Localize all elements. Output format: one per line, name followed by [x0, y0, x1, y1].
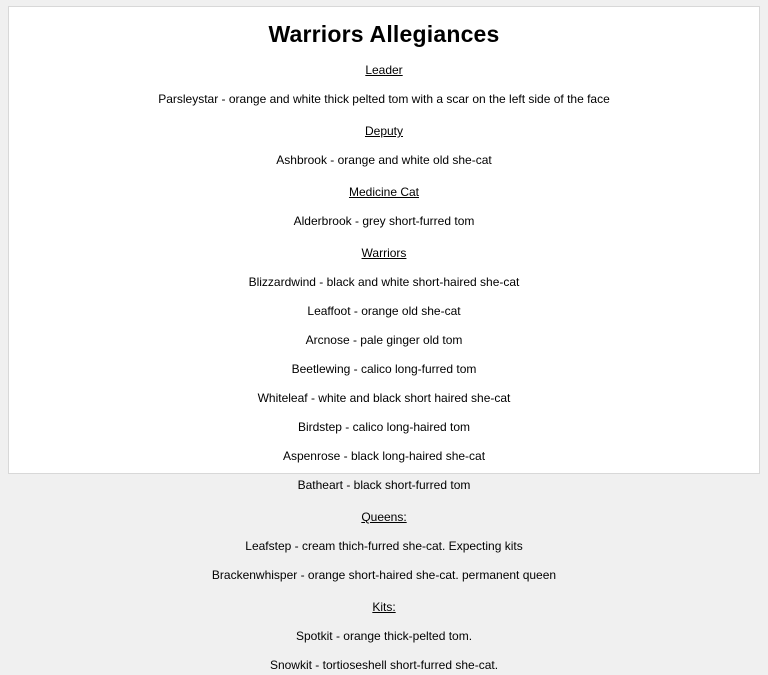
- list-item: Parsleystar - orange and white thick pelted tom with a scar on the left side of the face: [158, 92, 610, 106]
- list-item: Ashbrook - orange and white old she-cat: [276, 153, 492, 167]
- list-item: Spotkit - orange thick-pelted tom.: [295, 629, 473, 643]
- section-heading: Leader: [365, 63, 403, 77]
- list-item: Brackenwhisper - orange short-haired she-cat. permanent queen: [211, 568, 557, 582]
- section-warriors: [9, 243, 759, 495]
- list-item: Blizzardwind - black and white short-haired she-cat: [248, 275, 520, 289]
- list-item: Aspenrose - black long-haired she-cat: [282, 449, 486, 463]
- section-heading: Warriors: [361, 246, 407, 260]
- list-item: Birdstep - calico long-haired tom: [297, 420, 471, 434]
- section-heading: Kits:: [372, 600, 396, 614]
- list-item: Batheart - black short-furred tom: [297, 478, 471, 492]
- list-item: Leaffoot - orange old she-cat: [307, 304, 461, 318]
- section-queens: [9, 507, 759, 585]
- document-page: [8, 6, 760, 672]
- list-item: Alderbrook - grey short-furred tom: [293, 214, 475, 228]
- list-item: Beetlewing - calico long-furred tom: [291, 362, 477, 376]
- section-heading: Medicine Cat: [348, 185, 420, 199]
- list-item: Arcnose - pale ginger old tom: [305, 333, 463, 347]
- list-item: Leafstep - cream thich-furred she-cat. Expecting kits: [245, 539, 523, 553]
- section-kits: [9, 597, 759, 675]
- section-heading: Deputy: [364, 124, 404, 138]
- section-deputy: [9, 121, 759, 170]
- list-item: Whiteleaf - white and black short haired she-cat: [257, 391, 511, 405]
- section-medicine-cat: [9, 182, 759, 231]
- page-title: Warriors Allegiances: [268, 21, 500, 47]
- section-leader: [9, 60, 759, 109]
- section-heading: Queens:: [361, 510, 407, 524]
- list-item: Snowkit - tortioseshell short-furred she-cat.: [269, 658, 499, 672]
